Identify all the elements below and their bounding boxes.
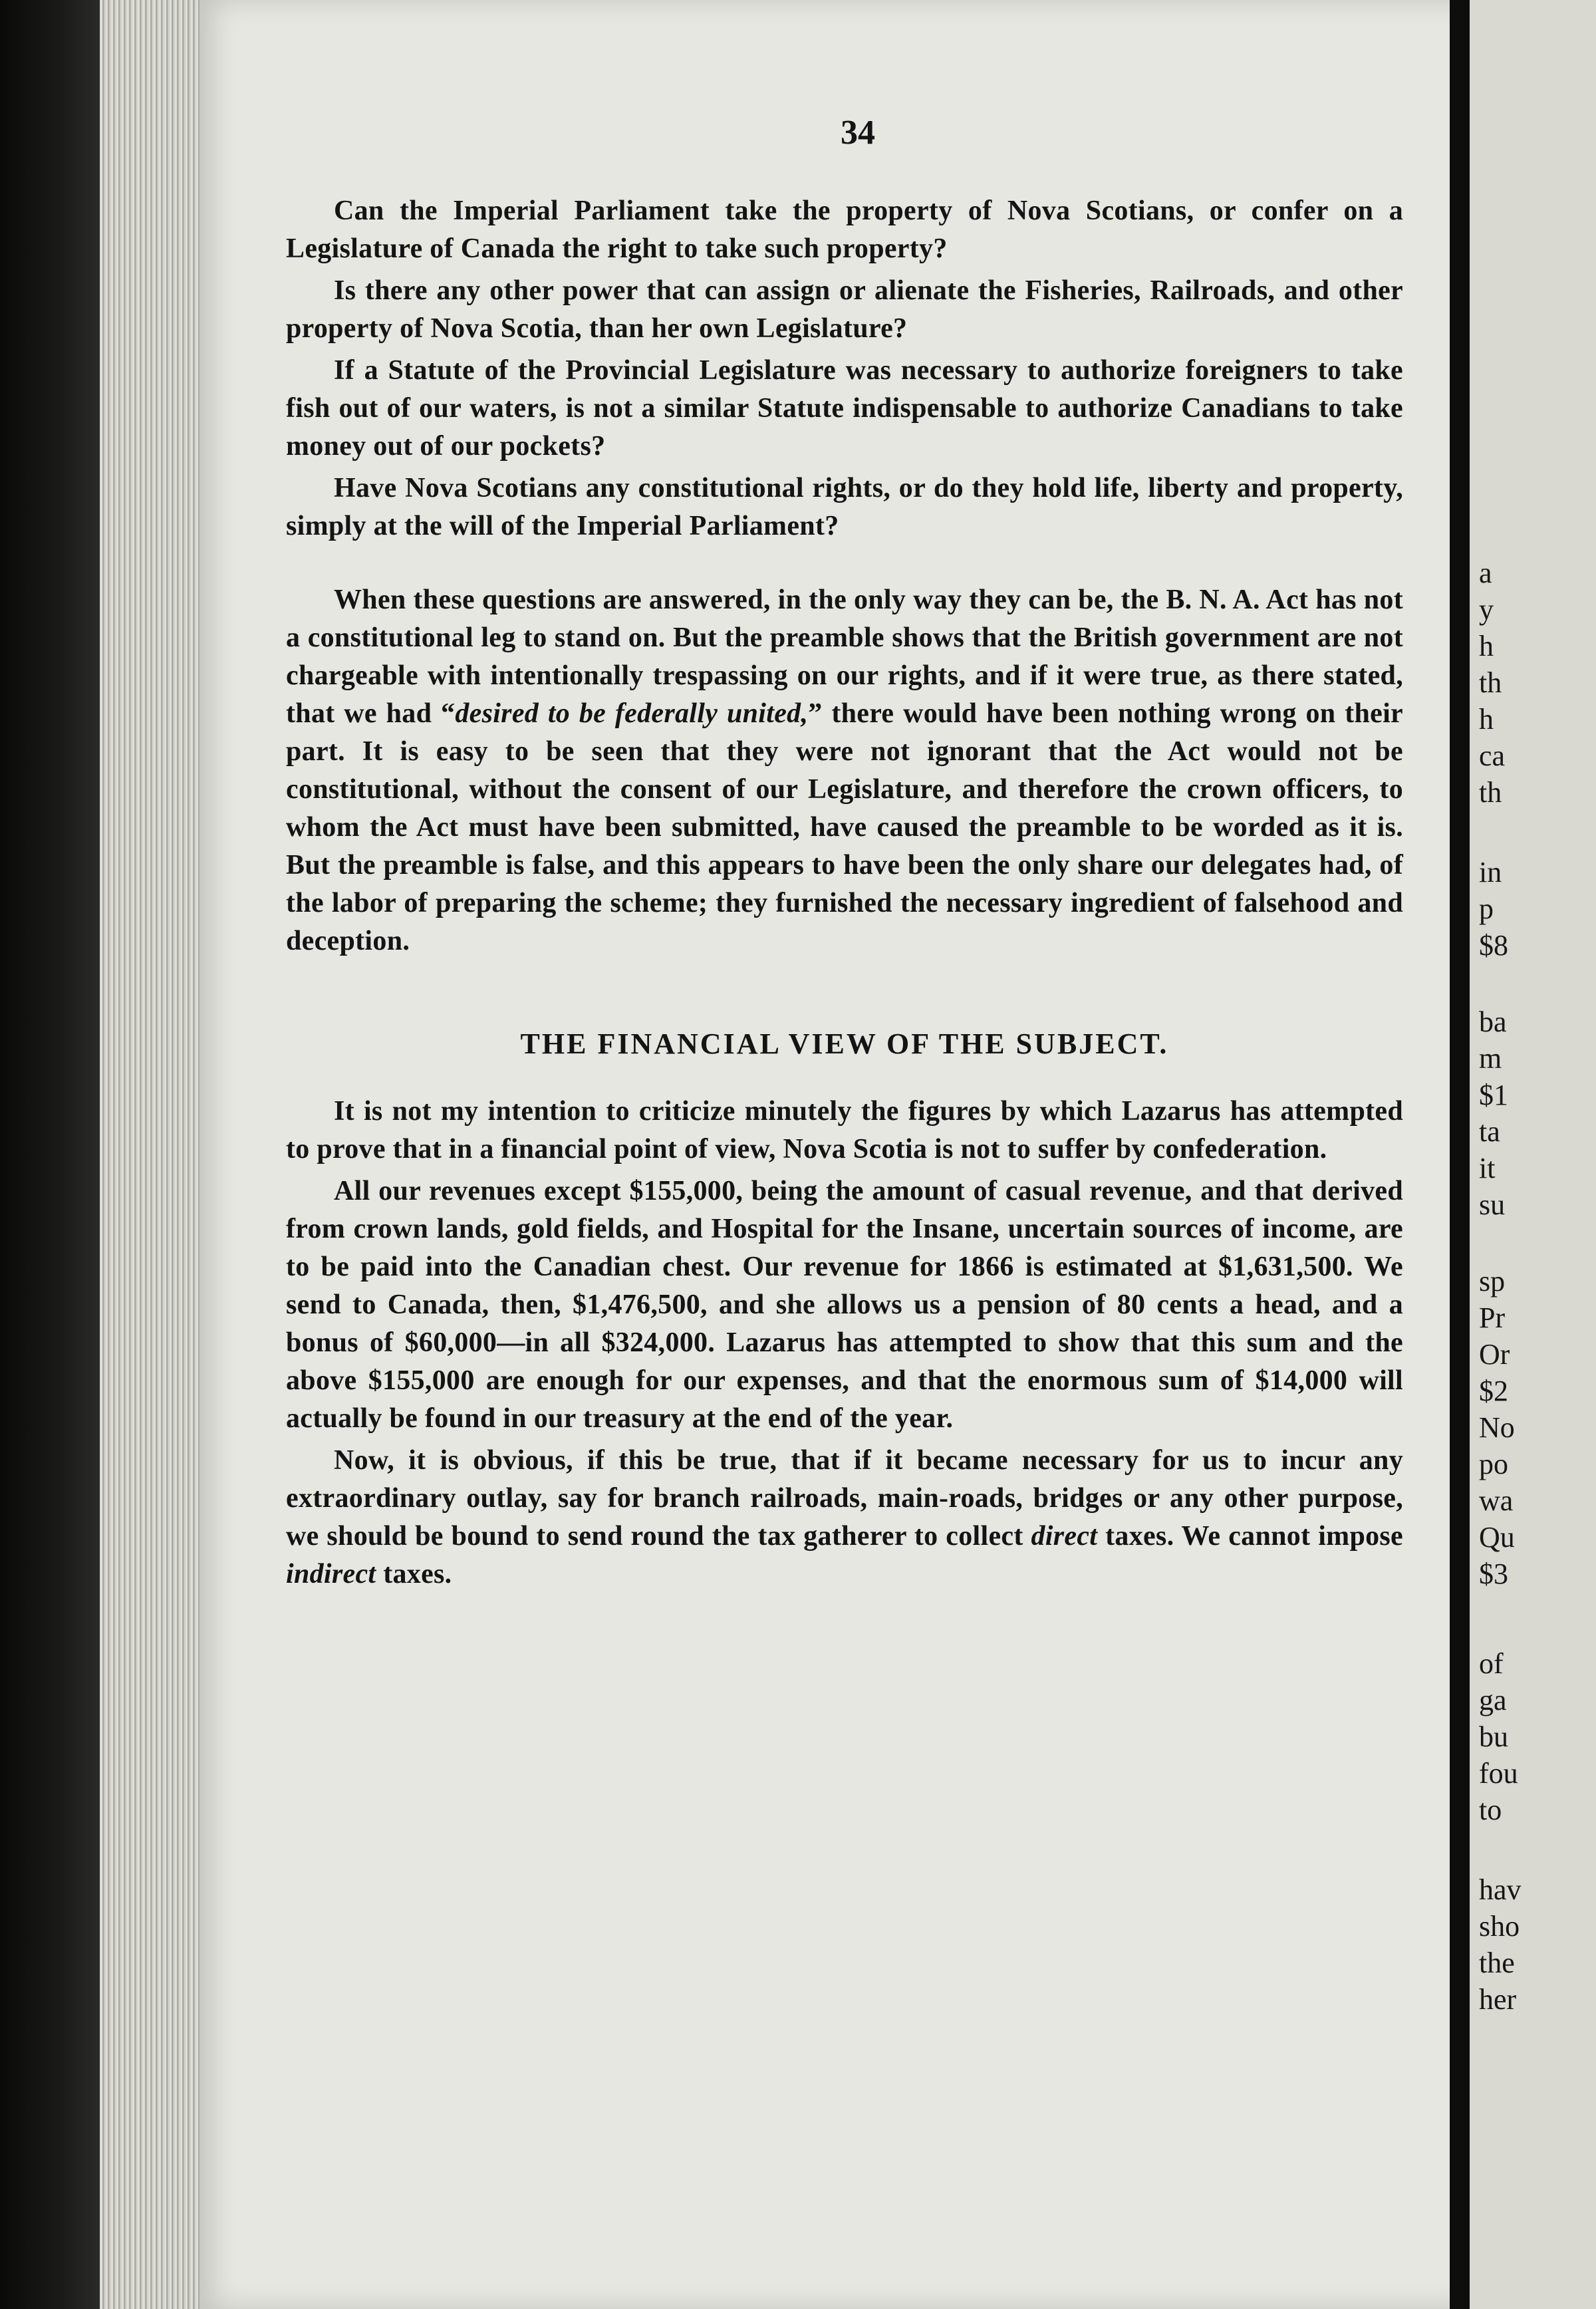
- facing-page-text-fragment: sp: [1479, 1265, 1506, 1297]
- facing-page-edge: [1470, 0, 1596, 2309]
- paragraph-question-1: Can the Imperial Parliament take the property of Nova Scotians, or confer on a Legislature of Canada the right to take such property?: [286, 196, 1403, 264]
- answer-text-before-quote: When these questions are answered, in the only way they can be, the B. N. A. Act has not a constitutional leg to stand on. But the preamble shows that the British government are not chargeable with intentionally trespassing on our rights, and if it were true, as there stated, that we had “: [286, 585, 1403, 729]
- facing-page-text-fragment: to: [1479, 1794, 1502, 1826]
- page-content: [286, 113, 1403, 1597]
- facing-page-text-fragment: ga: [1479, 1684, 1507, 1716]
- answer-text-after-quote: ” there would have been nothing wrong on their part. It is easy to be seen that they were not ignorant that the Act would not be constitutional, without the consent of our Legislature, and therefore the crown officers, to whom the Act must have been submitted, have caused the preamble to be worded as it is. But the preamble is false, and this appears to have been the only share our delegates had, of the labor of preparing the scheme; they furnished the necessary ingredient of falsehood and deception.: [286, 698, 1403, 956]
- facing-page-text-fragment: it: [1479, 1152, 1496, 1184]
- paragraph-question-2: Is there any other power that can assign or alienate the Fisheries, Railroads, and other property of Nova Scotia, than her own Legislature?: [286, 275, 1403, 344]
- facing-page-text-fragment: ba: [1479, 1006, 1507, 1038]
- facing-page-text-fragment: a: [1479, 557, 1492, 589]
- facing-page-text-fragment: $1: [1479, 1079, 1508, 1111]
- book-gutter: [0, 0, 100, 2309]
- paragraph-answer: [286, 581, 1403, 960]
- page-gap: [1450, 0, 1470, 2309]
- page-number: 34: [841, 114, 875, 152]
- taxes-word-direct: direct: [1031, 1521, 1098, 1552]
- taxes-text-part-2: taxes. We cannot impose: [1097, 1521, 1403, 1552]
- facing-page-text-fragment: No: [1479, 1411, 1515, 1444]
- paragraph-financial-1: It is not my intention to criticize minutely the figures by which Lazarus has attempted to prove that in a financial point of view, Nova Scotia is not to suffer by confederation.: [286, 1096, 1403, 1164]
- taxes-word-indirect: indirect: [286, 1559, 376, 1589]
- taxes-text-part-3: taxes.: [376, 1559, 452, 1589]
- facing-page-text-fragment: $8: [1479, 929, 1508, 962]
- facing-page-text-fragment: Pr: [1479, 1301, 1506, 1334]
- facing-page-text-fragment: m: [1479, 1042, 1502, 1075]
- facing-page-text-fragment: her: [1479, 1983, 1517, 2016]
- facing-page-text-fragment: Or: [1479, 1338, 1510, 1371]
- facing-page-text-fragment: the: [1479, 1947, 1515, 1979]
- facing-page-text-fragment: in: [1479, 856, 1502, 888]
- section-heading: THE FINANCIAL VIEW OF THE SUBJECT.: [520, 1027, 1169, 1060]
- facing-page-text-fragment: Qu: [1479, 1521, 1515, 1554]
- facing-page-text-fragment: th: [1479, 666, 1502, 699]
- facing-page-text-fragment: ta: [1479, 1115, 1500, 1148]
- facing-page-text-fragment: su: [1479, 1188, 1506, 1221]
- facing-page-text-fragment: po: [1479, 1448, 1508, 1480]
- facing-page-text-fragment: th: [1479, 776, 1502, 809]
- answer-quote: desired to be federally united,: [455, 698, 809, 729]
- paragraph-financial-2: All our revenues except $155,000, being the amount of casual revenue, and that derived from crown lands, gold fields, and Hospital for the Insane, uncertain sources of income, are to be paid into the Canadian chest. Our revenue for 1866 is estimated at $1,631,500. We send to Canada, then, $1,476,500, and she allows us a pension of 80 cents a head, and a bonus of $60,000—in all $324,000. Lazarus has attempted to show that this sum and the above $155,000 are enough for our expenses, and that the enormous sum of $14,000 will actually be found in our treasury at the end of the year.: [286, 1176, 1403, 1434]
- facing-page-text-fragment: bu: [1479, 1720, 1508, 1753]
- paragraph-taxes: [286, 1442, 1403, 1593]
- facing-page-text-fragment: h: [1479, 703, 1494, 736]
- facing-page-text-fragment: hav: [1479, 1873, 1522, 1906]
- paragraph-question-4: Have Nova Scotians any constitutional rights, or do they hold life, liberty and property, simply at the will of the Imperial Parliament?: [286, 473, 1403, 541]
- facing-page-text-fragment: ca: [1479, 740, 1506, 772]
- facing-page-text-fragment: $2: [1479, 1375, 1508, 1407]
- facing-page-text-fragment: h: [1479, 630, 1494, 662]
- facing-page-text-fragment: p: [1479, 892, 1494, 925]
- facing-page-text-fragment: wa: [1479, 1484, 1514, 1517]
- facing-page-text-fragment: sho: [1479, 1910, 1520, 1943]
- facing-page-text-fragment: fou: [1479, 1757, 1518, 1790]
- facing-page-text-fragment: $3: [1479, 1558, 1508, 1590]
- facing-page-text-fragment: y: [1479, 593, 1494, 626]
- facing-page-text-fragment: of: [1479, 1647, 1504, 1680]
- paragraph-question-3: If a Statute of the Provincial Legislature was necessary to authorize foreigners to take fish out of our waters, is not a similar Statute indispensable to authorize Canadians to take money out of our pockets?: [286, 355, 1403, 462]
- taxes-text-part-1: Now, it is obvious, if this be true, that if it became necessary for us to incur any extraordinary outlay, say for branch railroads, main-roads, bridges or any other purpose, we should be bound to send round the tax gatherer to collect: [286, 1445, 1403, 1552]
